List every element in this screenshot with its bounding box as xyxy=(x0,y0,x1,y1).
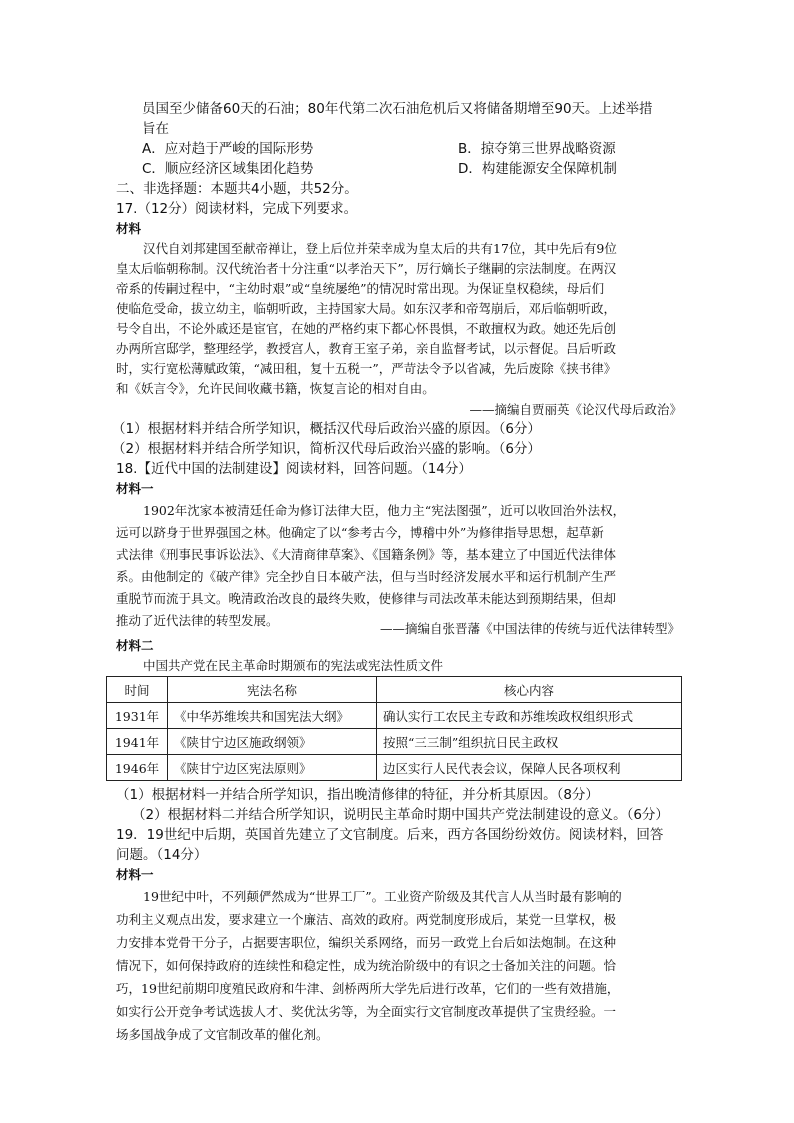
q16-option-a[interactable]: A．应对趋于严峻的国际形势 xyxy=(142,141,314,157)
q17-question-1: （1）根据材料并结合所学知识，概括汉代母后政治兴盛的原因。（6分） xyxy=(112,421,541,437)
q16-option-b[interactable]: B．掠夺第三世界战略资源 xyxy=(458,141,616,157)
q18-question-2: （2）根据材料二并结合所学知识，说明民主革命时期中国共产党法制建设的意义。（6分） xyxy=(132,807,669,823)
q18-material-line: 式法律《刑事民事诉讼法》、《大清商律草案》、《国籍条例》等，基本建立了中国近代法律体 xyxy=(116,547,617,562)
col-header-time: 时间 xyxy=(107,677,168,703)
table-row xyxy=(107,755,682,781)
q16-stem-line: 旨在 xyxy=(142,121,169,137)
q19-material-line: 场多国战争成了文官制改革的催化剂。 xyxy=(116,1027,329,1042)
table-row xyxy=(107,703,682,729)
section-heading: 二、非选择题：本题共4小题，共52分。 xyxy=(116,181,358,197)
q16-option-d[interactable]: D．构建能源安全保障机制 xyxy=(458,161,617,177)
constitution-table xyxy=(106,676,682,781)
cell-content: 确认实行工农民主专政和苏维埃政权组织形式 xyxy=(377,703,682,729)
q19-material1-label: 材料一 xyxy=(116,867,154,882)
q19-material-line: 功利主义观点出发，要求建立一个廉洁、高效的政府。两党制度形成后，某党一旦掌权，极 xyxy=(116,912,617,927)
q18-material1-source: ——摘编自张晋藩《中国法律的传统与近代法律转型》 xyxy=(379,621,680,636)
table-header-row xyxy=(107,677,682,703)
col-header-name: 宪法名称 xyxy=(168,677,377,703)
q18-material-line: 远可以跻身于世界强国之林。他确定了以“参考古今，博稽中外”为修律指导思想，起草新 xyxy=(116,525,604,540)
q17-material-line: 皇太后临朝称制。汉代统治者十分注重“以孝治天下”，厉行嫡长子继嗣的宗法制度。在两汉 xyxy=(116,261,617,276)
cell-content: 边区实行人民代表会议，保障人民各项权利 xyxy=(377,755,682,781)
q19-material-line: 巧，19世纪前期印度殖民政府和牛津、剑桥两所大学先后进行改革，它们的一些有效措施， xyxy=(116,981,620,996)
q18-material1-label: 材料一 xyxy=(116,481,154,496)
cell-time: 1946年 xyxy=(107,755,168,781)
q19-title-line: 问题。（14分） xyxy=(116,847,208,863)
q17-material-line: 和《妖言令》，允许民间收藏书籍，恢复言论的相对自由。 xyxy=(116,381,435,396)
q18-material-line: 推动了近代法律的转型发展。 xyxy=(116,613,279,628)
cell-name: 《中华苏维埃共和国宪法大纲》 xyxy=(168,703,377,729)
q17-title: 17.（12分）阅读材料，完成下列要求。 xyxy=(116,201,358,217)
q19-material-line: 如实行公开竞争考试选拔人才、奖优汰劣等，为全面实行文官制度改革提供了宝贵经验。一 xyxy=(116,1004,617,1019)
col-header-content: 核心内容 xyxy=(377,677,682,703)
cell-content: 按照“三三制”组织抗日民主政权 xyxy=(377,729,682,755)
q18-question-1: （1）根据材料一并结合所学知识，指出晚清修律的特征，并分析其原因。（8分） xyxy=(116,787,599,803)
q16-stem-line: 员国至少储备60天的石油；80年代第二次石油危机后又将储备期增至90天。上述举措 xyxy=(142,101,653,117)
q18-material-line: 重脱节而流于具文。晚清政治改良的最终失败，使修律与司法改革未能达到预期结果，但却 xyxy=(116,591,617,606)
q19-title-line: 19．19世纪中后期，英国首先建立了文官制度。后来，西方各国纷纷效仿。阅读材料，回答 xyxy=(116,827,664,843)
q17-material-line: 时，实行宽松薄赋政策，“减田租，复十五税一”，严苛法令予以省减，先后废除《挟书律》 xyxy=(116,361,617,376)
q18-material-line: 1902年沈家本被清廷任命为修订法律大臣，他力主“宪法图强”，近可以收回治外法权， xyxy=(143,503,626,518)
q17-material-line: 帝系的传嗣过程中，“主幼时艰”或“皇统屡绝”的情况时常出现。为保证皇权稳续，母后们 xyxy=(116,281,605,296)
table-caption: 中国共产党在民主革命时期颁布的宪法或宪法性质文件 xyxy=(143,658,444,673)
q18-material2-label: 材料二 xyxy=(116,638,154,653)
q16-option-c[interactable]: C．顺应经济区域集团化趋势 xyxy=(142,161,314,177)
table-row xyxy=(107,729,682,755)
q18-material-line: 系。由他制定的《破产律》完全抄自日本破产法，但与当时经济发展水平和运行机制产生严 xyxy=(116,569,617,584)
q19-material-line: 情况下，如何保持政府的连续性和稳定性，成为统治阶级中的有识之士备加关注的问题。恰 xyxy=(116,958,617,973)
q17-material-line: 号令自出，不论外戚还是宦官，在她的严格约束下都心怀畏惧，不敢擅权为政。她还先后创 xyxy=(116,321,617,336)
cell-name: 《陕甘宁边区施政纲领》 xyxy=(168,729,377,755)
q17-material-line: 办两所宫邸学，整理经学，教授宫人，教育王室子弟，亲自监督考试，以示督促。吕后听政 xyxy=(116,341,617,356)
q19-material-line: 力安排本党骨干分子，占据要害职位，编织关系网络，而另一政党上台后如法炮制。在这种 xyxy=(116,935,617,950)
cell-time: 1941年 xyxy=(107,729,168,755)
q18-title: 18.【近代中国的法制建设】阅读材料，回答问题。（14分） xyxy=(116,461,472,477)
q17-material-label: 材料 xyxy=(116,221,142,236)
q17-question-2: （2）根据材料并结合所学知识，简析汉代母后政治兴盛的影响。（6分） xyxy=(112,441,541,457)
q17-material-line: 汉代自刘邦建国至献帝禅让，登上后位并荣幸成为皇太后的共有17位，其中先后有9位 xyxy=(143,241,617,256)
q19-material-line: 19世纪中叶，不列颠俨然成为“世界工厂”。工业资产阶级及其代言人从当时最有影响的 xyxy=(143,889,622,904)
q17-material-line: 使临危受命，拔立幼主，临朝听政，主持国家大局。如东汉孝和帝驾崩后，邓后临朝听政， xyxy=(116,301,617,316)
cell-time: 1931年 xyxy=(107,703,168,729)
cell-name: 《陕甘宁边区宪法原则》 xyxy=(168,755,377,781)
q17-source: ——摘编自贾丽英《论汉代母后政治》 xyxy=(469,402,682,417)
